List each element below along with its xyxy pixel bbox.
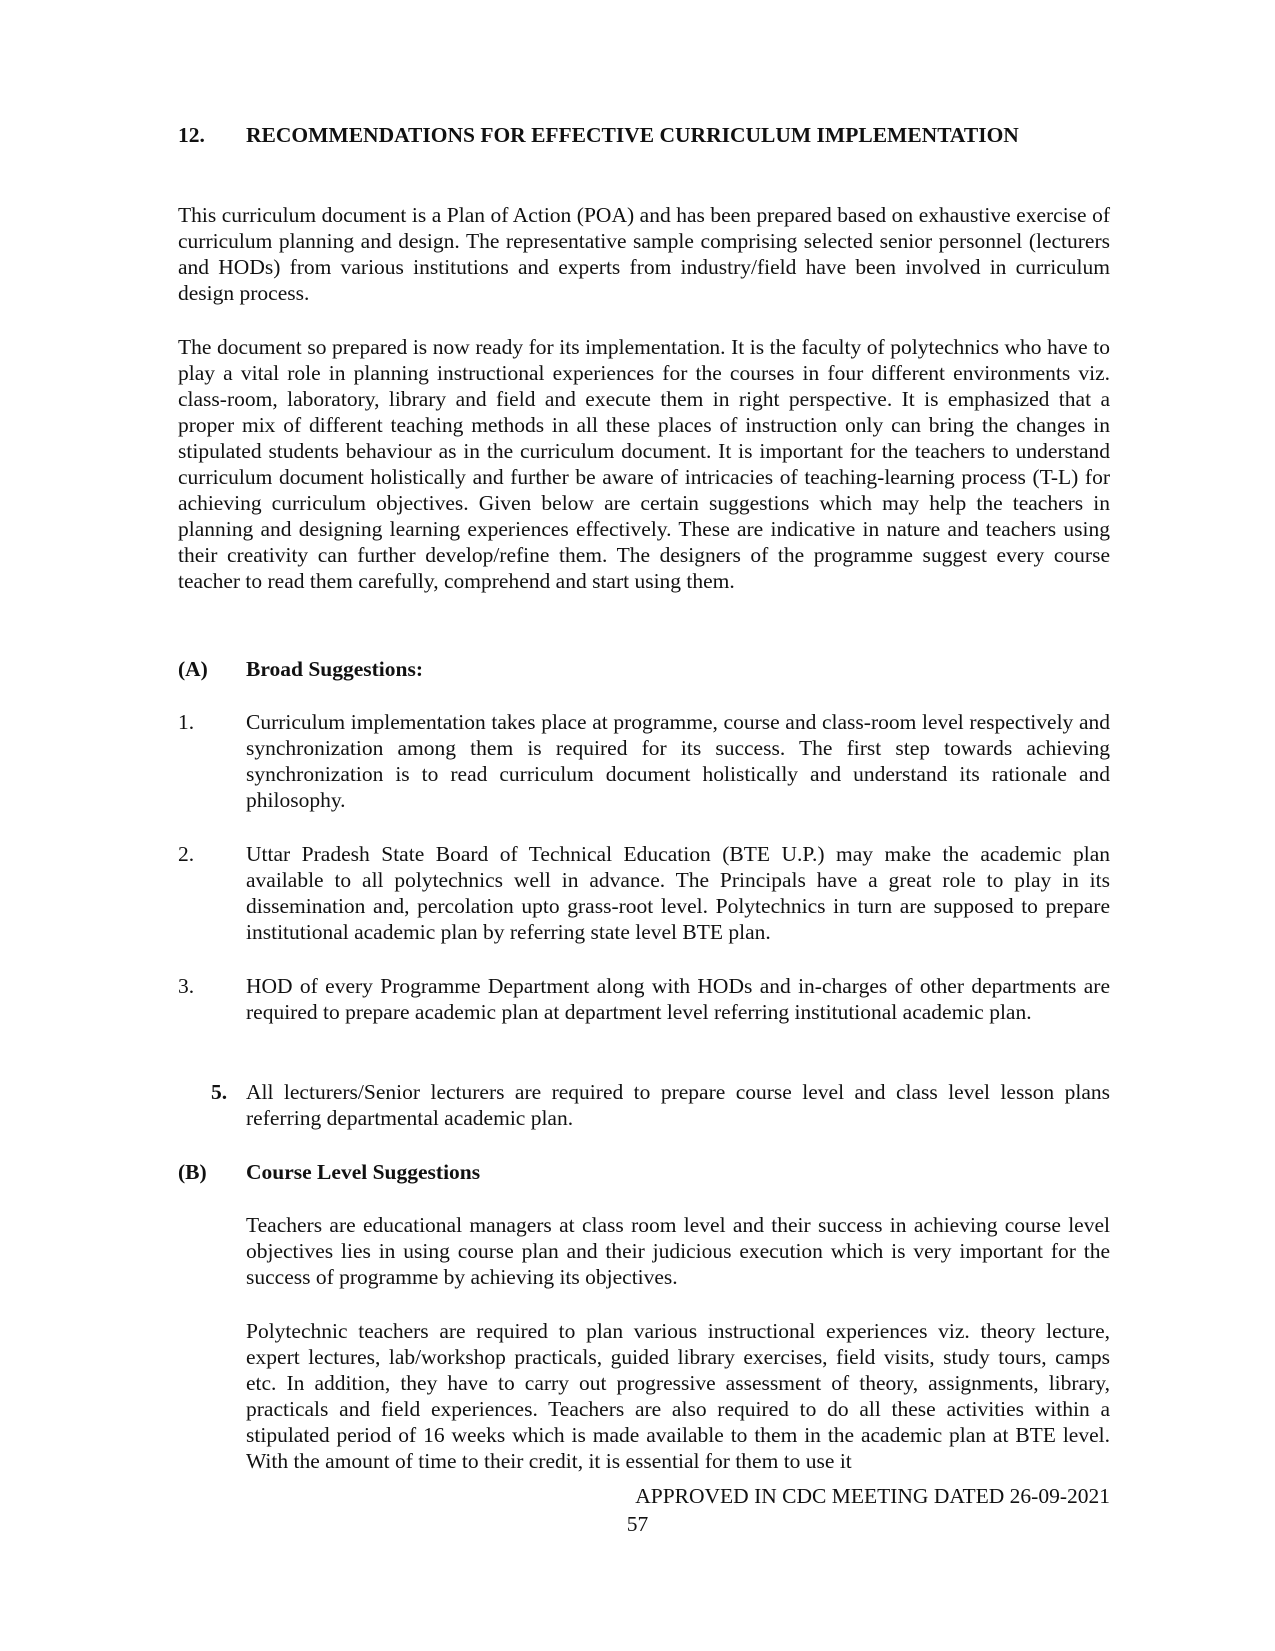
section-b-paragraph-2: Polytechnic teachers are required to plan various instructional experiences viz. theory lecture, expert lectures, lab/workshop practicals, guided library exercises, field visits, study tours, camps etc. In addition, they have to carry out progressive assessment of theory, assignments, library, practicals and field experiences. Teachers are also required to do all these activities within a stipulated period of 16 weeks which is made available to them in the academic plan at BTE level. With the amount of time to their credit, it is essential for them to use it <box>246 1319 1110 1473</box>
list-item-number: 2. <box>178 842 195 866</box>
section-b-title: Course Level Suggestions <box>246 1160 481 1184</box>
page-number: 57 <box>626 1512 649 1536</box>
list-item-text: All lecturers/Senior lecturers are required to prepare course level and class level lesson plans referring departmental academic plan. <box>246 1080 1110 1130</box>
section-b-marker: (B) <box>178 1160 207 1184</box>
section-heading: RECOMMENDATIONS FOR EFFECTIVE CURRICULUM IMPLEMENTATION <box>246 123 1019 147</box>
approval-footer: APPROVED IN CDC MEETING DATED 26-09-2021 <box>635 1484 1110 1508</box>
list-item-number: 5. <box>211 1080 228 1104</box>
section-b-paragraph-1: Teachers are educational managers at class room level and their success in achieving course level objectives lies in using course plan and their judicious execution which is very important for the success of programme by achieving its objectives. <box>246 1213 1110 1289</box>
section-a-title: Broad Suggestions: <box>246 657 424 681</box>
list-item-number: 3. <box>178 974 195 998</box>
section-a-marker: (A) <box>178 657 208 681</box>
intro-paragraph-2: The document so prepared is now ready for its implementation. It is the faculty of polytechnics who have to play a vital role in planning instructional experiences for the courses in four different environments viz. class-room, laboratory, library and field and execute them in right perspective. It is emphasized that a proper mix of different teaching methods in all these places of instruction only can bring the changes in stipulated students behaviour as in the curriculum document. It is important for the teachers to understand curriculum document holistically and further be aware of intricacies of teaching-learning process (T-L) for achieving curriculum objectives. Given below are certain suggestions which may help the teachers in planning and designing learning experiences effectively. These are indicative in nature and teachers using their creativity can further develop/refine them. The designers of the programme suggest every course teacher to read them carefully, comprehend and start using them. <box>178 335 1110 593</box>
list-item-text: Uttar Pradesh State Board of Technical Education (BTE U.P.) may make the academic plan available to all polytechnics well in advance. The Principals have a great role to play in its dissemination and, percolation upto grass-root level. Polytechnics in turn are supposed to prepare institutional academic plan by referring state level BTE plan. <box>246 842 1110 944</box>
intro-paragraph-1: This curriculum document is a Plan of Action (POA) and has been prepared based on exhaustive exercise of curriculum planning and design. The representative sample comprising selected senior personnel (lecturers and HODs) from various institutions and experts from industry/field have been involved in curriculum design process. <box>178 203 1110 305</box>
list-item-number: 1. <box>178 710 195 734</box>
list-item-text: HOD of every Programme Department along with HODs and in-charges of other departments are required to prepare academic plan at department level referring institutional academic plan. <box>246 974 1110 1024</box>
section-number: 12. <box>178 123 205 147</box>
list-item-text: Curriculum implementation takes place at programme, course and class-room level respectively and synchronization among them is required for its success. The first step towards achieving synchronization is to read curriculum document holistically and understand its rationale and philosophy. <box>246 710 1110 812</box>
